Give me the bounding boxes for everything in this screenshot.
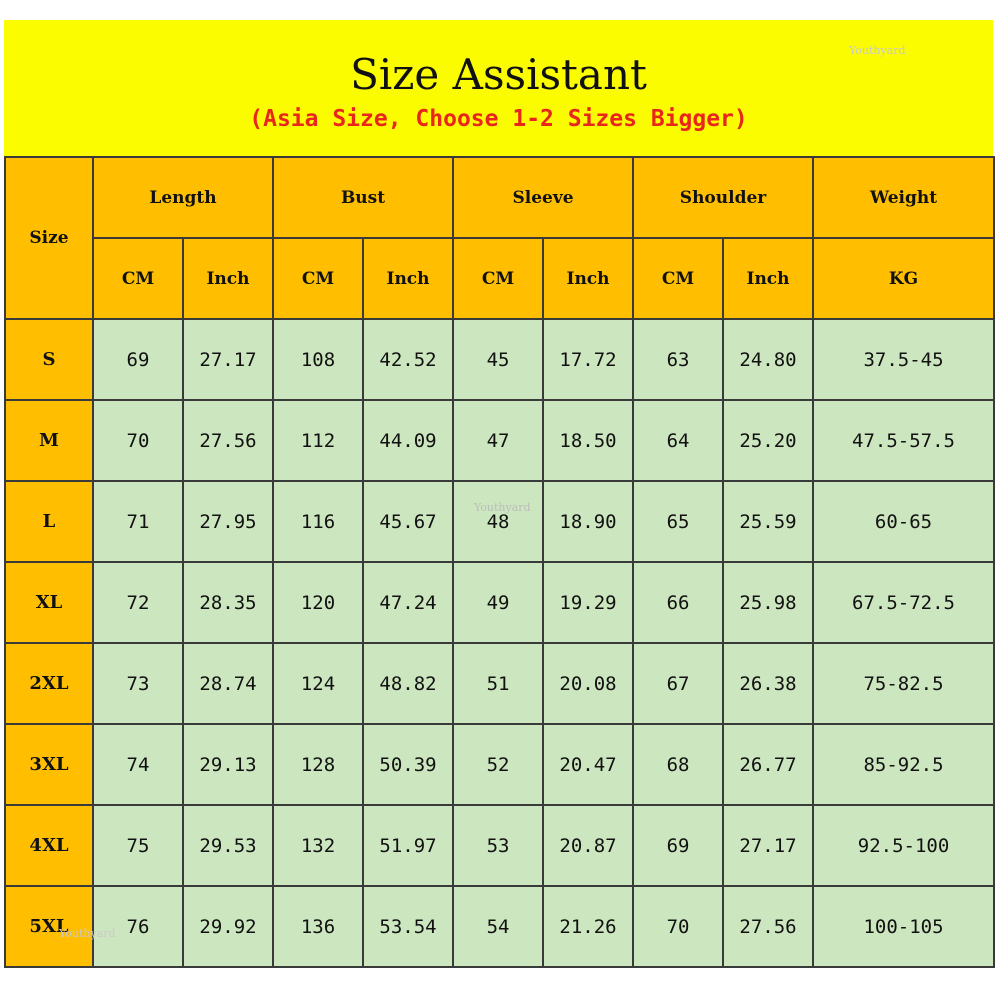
measurement-cell: 18.90 [543, 481, 633, 562]
unit-header: Inch [363, 238, 453, 319]
measurement-cell: 27.17 [723, 805, 813, 886]
watermark: Youthyard [474, 501, 531, 514]
measurement-cell: 75 [93, 805, 183, 886]
measurement-cell: 75-82.5 [813, 643, 994, 724]
measurement-cell: 67 [633, 643, 723, 724]
measurement-cell: 27.56 [723, 886, 813, 967]
measurement-cell: 69 [93, 319, 183, 400]
measurement-cell: 124 [273, 643, 363, 724]
unit-header: KG [813, 238, 994, 319]
unit-header: CM [273, 238, 363, 319]
size-label: M [5, 400, 93, 481]
measurement-cell: 24.80 [723, 319, 813, 400]
measurement-cell: 50.39 [363, 724, 453, 805]
measurement-cell: 120 [273, 562, 363, 643]
group-header-shoulder: Shoulder [633, 157, 813, 238]
size-label: 5XL [5, 886, 93, 967]
measurement-cell: 28.74 [183, 643, 273, 724]
measurement-cell: 100-105 [813, 886, 994, 967]
measurement-cell: 64 [633, 400, 723, 481]
measurement-cell: 76 [93, 886, 183, 967]
measurement-cell: 29.13 [183, 724, 273, 805]
measurement-cell: 44.09 [363, 400, 453, 481]
watermark: Youthyard [59, 927, 116, 940]
size-label: XL [5, 562, 93, 643]
measurement-cell: 28.35 [183, 562, 273, 643]
measurement-cell: 47 [453, 400, 543, 481]
size-chart [4, 20, 993, 982]
group-header-row [5, 157, 994, 238]
measurement-cell: 25.98 [723, 562, 813, 643]
size-label: 4XL [5, 805, 93, 886]
measurement-cell: 20.08 [543, 643, 633, 724]
size-label: 2XL [5, 643, 93, 724]
measurement-cell: 37.5-45 [813, 319, 994, 400]
table-row [5, 724, 994, 805]
title-banner [4, 20, 993, 156]
measurement-cell: 72 [93, 562, 183, 643]
measurement-cell: 20.87 [543, 805, 633, 886]
measurement-cell: 54 [453, 886, 543, 967]
measurement-cell: 53.54 [363, 886, 453, 967]
measurement-cell: 68 [633, 724, 723, 805]
measurement-cell: 74 [93, 724, 183, 805]
unit-header: CM [633, 238, 723, 319]
measurement-cell: 128 [273, 724, 363, 805]
measurement-cell: 19.29 [543, 562, 633, 643]
measurement-cell: 27.95 [183, 481, 273, 562]
page-subtitle: (Asia Size, Choose 1-2 Sizes Bigger) [249, 106, 748, 132]
measurement-cell: 47.5-57.5 [813, 400, 994, 481]
measurement-cell: 21.26 [543, 886, 633, 967]
measurement-cell: 51 [453, 643, 543, 724]
measurement-cell: 45 [453, 319, 543, 400]
group-header-bust: Bust [273, 157, 453, 238]
measurement-cell: 132 [273, 805, 363, 886]
measurement-cell: 66 [633, 562, 723, 643]
measurement-cell: 92.5-100 [813, 805, 994, 886]
measurement-cell: 112 [273, 400, 363, 481]
measurement-cell: 49 [453, 562, 543, 643]
measurement-cell: 18.50 [543, 400, 633, 481]
measurement-cell: 136 [273, 886, 363, 967]
measurement-cell: 48.82 [363, 643, 453, 724]
measurement-cell: 29.53 [183, 805, 273, 886]
measurement-cell: 42.52 [363, 319, 453, 400]
table-row [5, 319, 994, 400]
table-row [5, 400, 994, 481]
table-row [5, 643, 994, 724]
measurement-cell: 65 [633, 481, 723, 562]
size-table [4, 156, 995, 968]
measurement-cell: 48 [453, 481, 543, 562]
measurement-cell: 67.5-72.5 [813, 562, 994, 643]
measurement-cell: 20.47 [543, 724, 633, 805]
measurement-cell: 70 [93, 400, 183, 481]
measurement-cell: 25.20 [723, 400, 813, 481]
measurement-cell: 60-65 [813, 481, 994, 562]
unit-header: Inch [723, 238, 813, 319]
measurement-cell: 26.77 [723, 724, 813, 805]
measurement-cell: 29.92 [183, 886, 273, 967]
table-row [5, 481, 994, 562]
watermark: Youthyard [849, 44, 906, 57]
table-row [5, 562, 994, 643]
group-header-length: Length [93, 157, 273, 238]
measurement-cell: 27.56 [183, 400, 273, 481]
size-label: L [5, 481, 93, 562]
unit-header-row [5, 238, 994, 319]
unit-header: Inch [183, 238, 273, 319]
measurement-cell: 17.72 [543, 319, 633, 400]
group-header-weight: Weight [813, 157, 994, 238]
measurement-cell: 70 [633, 886, 723, 967]
measurement-cell: 27.17 [183, 319, 273, 400]
measurement-cell: 52 [453, 724, 543, 805]
size-label: 3XL [5, 724, 93, 805]
measurement-cell: 69 [633, 805, 723, 886]
measurement-cell: 51.97 [363, 805, 453, 886]
measurement-cell: 63 [633, 319, 723, 400]
unit-header: Inch [543, 238, 633, 319]
measurement-cell: 47.24 [363, 562, 453, 643]
group-header-sleeve: Sleeve [453, 157, 633, 238]
size-column-header: Size [5, 157, 93, 319]
measurement-cell: 53 [453, 805, 543, 886]
measurement-cell: 26.38 [723, 643, 813, 724]
measurement-cell: 45.67 [363, 481, 453, 562]
size-label: S [5, 319, 93, 400]
measurement-cell: 85-92.5 [813, 724, 994, 805]
measurement-cell: 108 [273, 319, 363, 400]
table-row [5, 805, 994, 886]
measurement-cell: 73 [93, 643, 183, 724]
measurement-cell: 71 [93, 481, 183, 562]
measurement-cell: 116 [273, 481, 363, 562]
page-title: Size Assistant [350, 50, 647, 99]
unit-header: CM [453, 238, 543, 319]
unit-header: CM [93, 238, 183, 319]
table-row [5, 886, 994, 967]
measurement-cell: 25.59 [723, 481, 813, 562]
